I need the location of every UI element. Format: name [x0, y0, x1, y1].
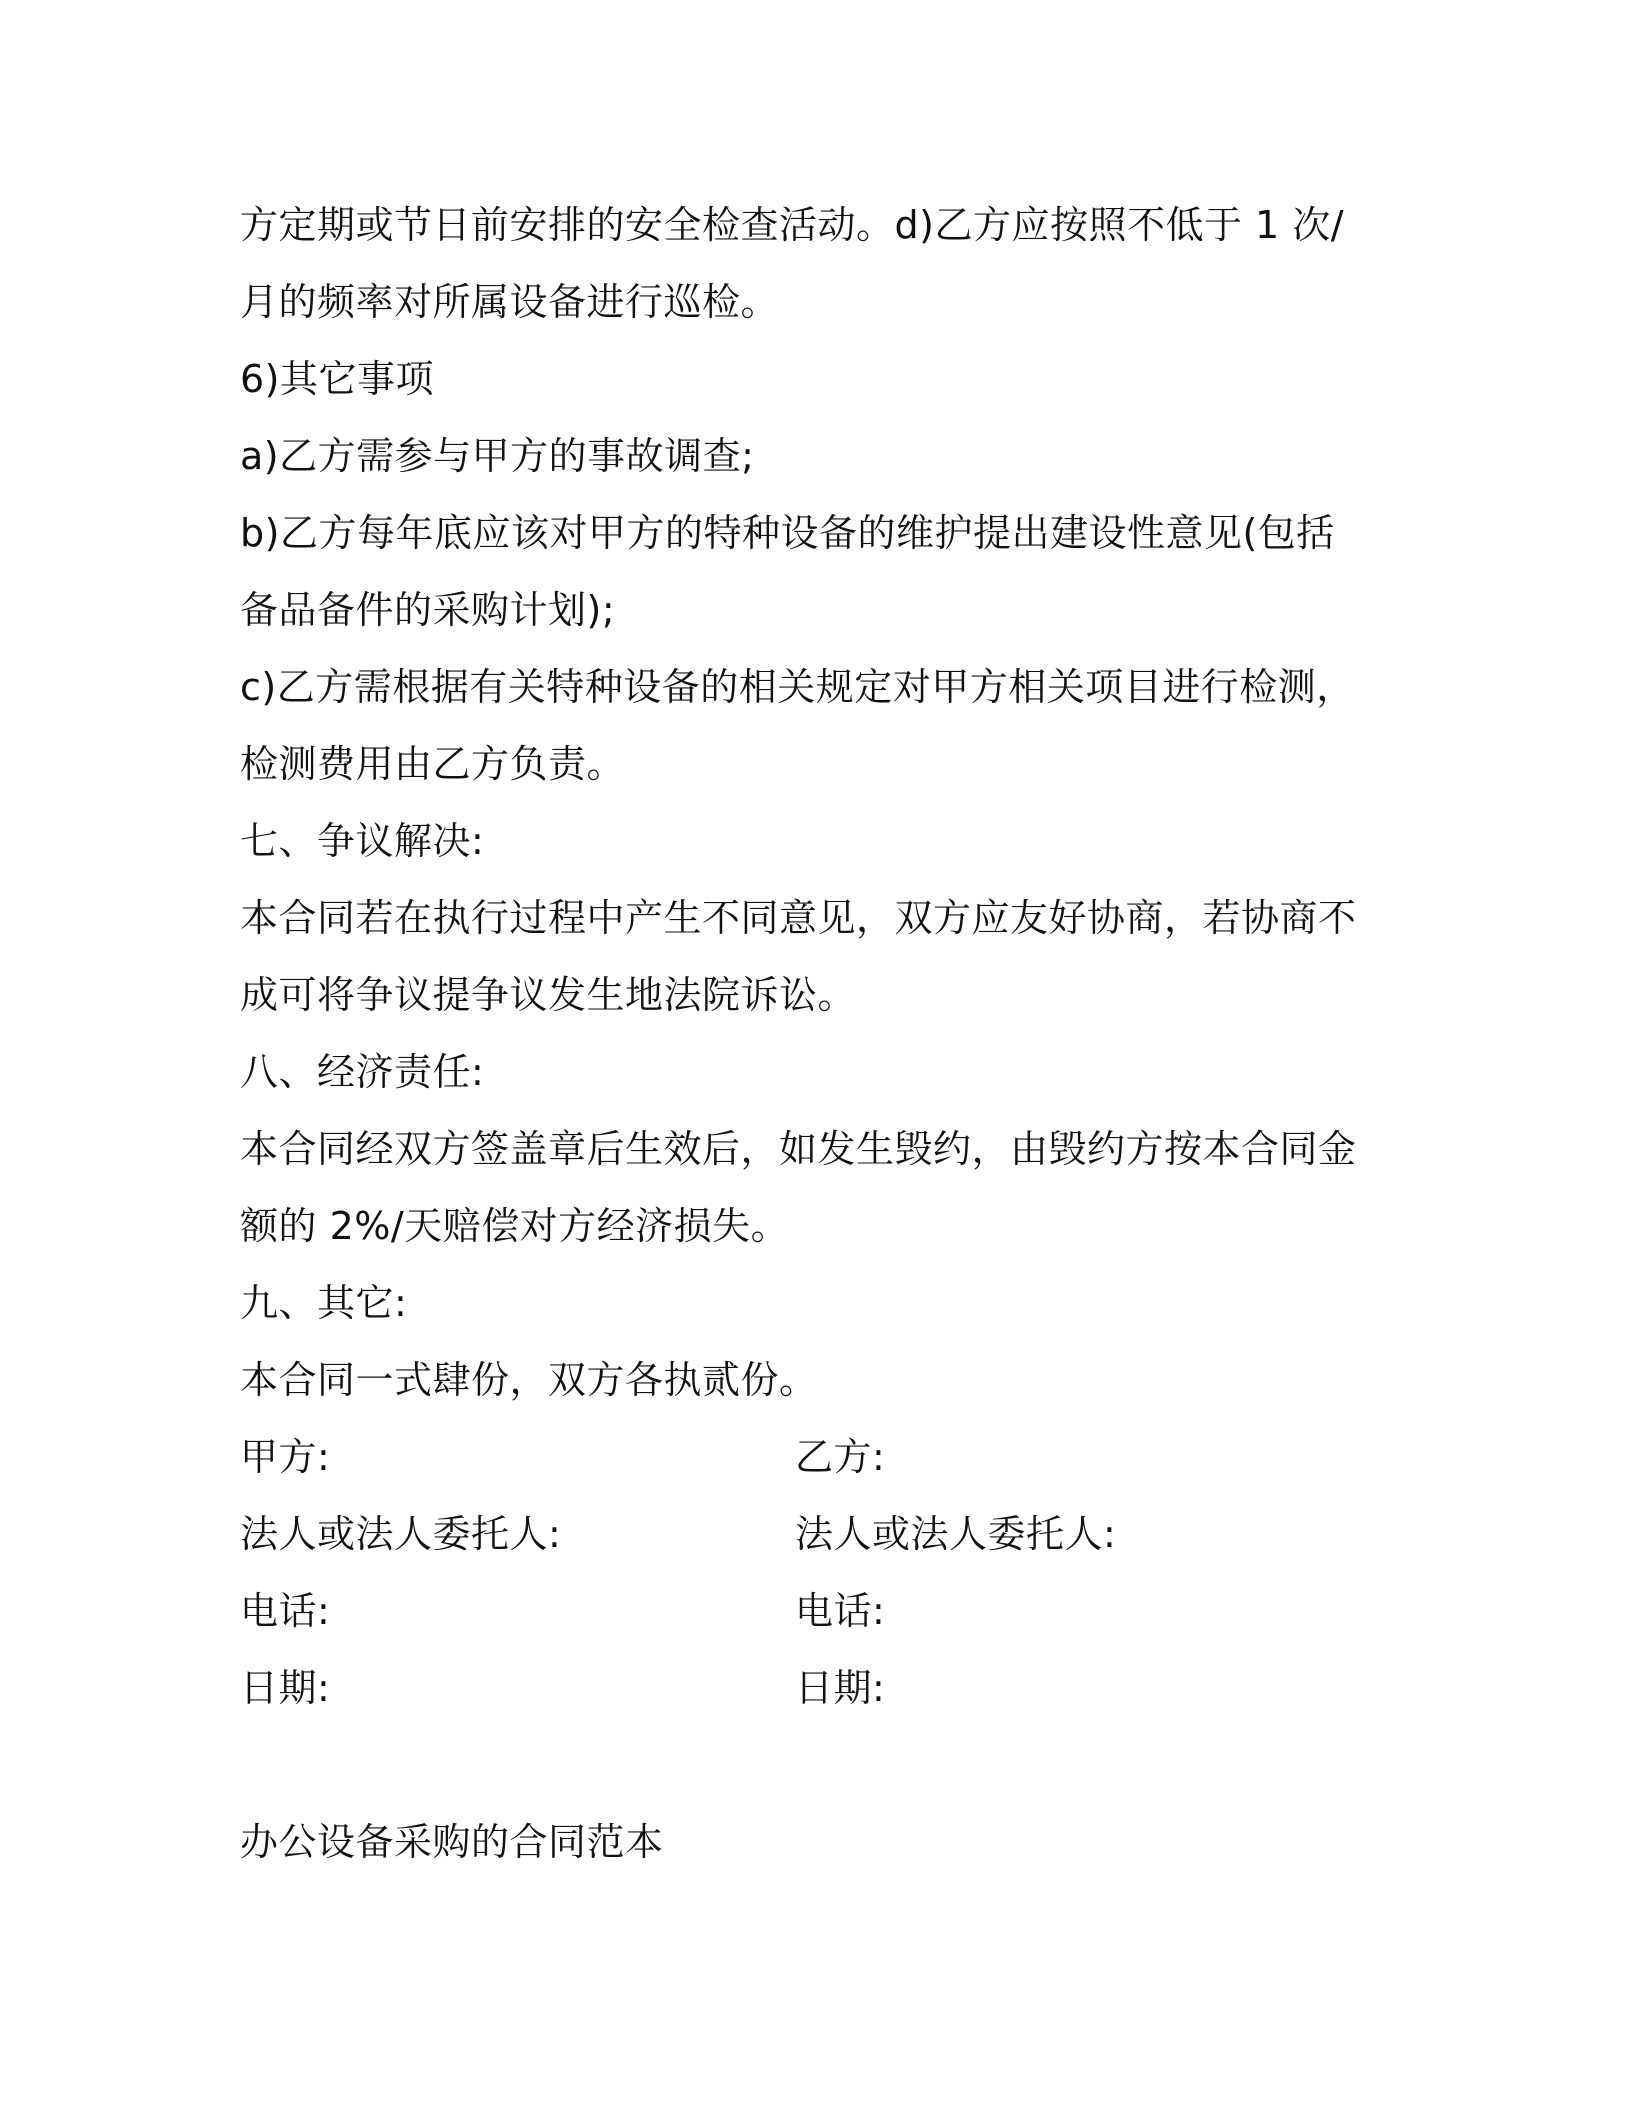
paragraph-copies: 本合同一式肆份，双方各执贰份。	[240, 1358, 818, 1402]
heading-other: 九、其它:	[240, 1281, 408, 1325]
paragraph-liability: 本合同经双方签盖章后生效后，如发生毁约，由毁约方按本合同金额的 2%/天赔偿对方经济损失。	[240, 1127, 1357, 1248]
legal-rep-b-label: 法人或法人委托人:	[795, 1512, 1117, 1556]
clause-a: a)乙方需参与甲方的事故调查;	[240, 434, 755, 478]
party-a-label: 甲方:	[240, 1435, 331, 1479]
party-b-label: 乙方:	[795, 1435, 886, 1479]
signature-row-date	[240, 1650, 1370, 1727]
heading-other-matters: 6)其它事项	[240, 357, 435, 401]
phone-b-label: 电话:	[795, 1589, 886, 1633]
blank-line	[240, 1727, 1370, 1804]
clause-c: c)乙方需根据有关特种设备的相关规定对甲方相关项目进行检测，检测费用由乙方负责。	[240, 665, 1355, 786]
paragraph-dispute: 本合同若在执行过程中产生不同意见，双方应友好协商，若协商不成可将争议提争议发生地法院诉讼。	[240, 896, 1357, 1017]
date-b-label: 日期:	[795, 1666, 886, 1710]
phone-a-label: 电话:	[240, 1589, 331, 1633]
heading-dispute: 七、争议解决:	[240, 819, 485, 863]
date-a-label: 日期:	[240, 1666, 331, 1710]
next-document-title: 办公设备采购的合同范本	[240, 1820, 664, 1864]
signature-block	[240, 1419, 1370, 1727]
signature-row-party	[240, 1419, 1370, 1496]
paragraph-inspection: 方定期或节日前安排的安全检查活动。d)乙方应按照不低于 1 次/月的频率对所属设备进行巡检。	[240, 203, 1345, 324]
legal-rep-a-label: 法人或法人委托人:	[240, 1512, 562, 1556]
clause-b: b)乙方每年底应该对甲方的特种设备的维护提出建设性意见(包括备品备件的采购计划);	[240, 511, 1335, 632]
heading-liability: 八、经济责任:	[240, 1050, 485, 1094]
signature-row-legal	[240, 1496, 1370, 1573]
signature-row-phone	[240, 1573, 1370, 1650]
document-body	[240, 187, 1370, 1881]
